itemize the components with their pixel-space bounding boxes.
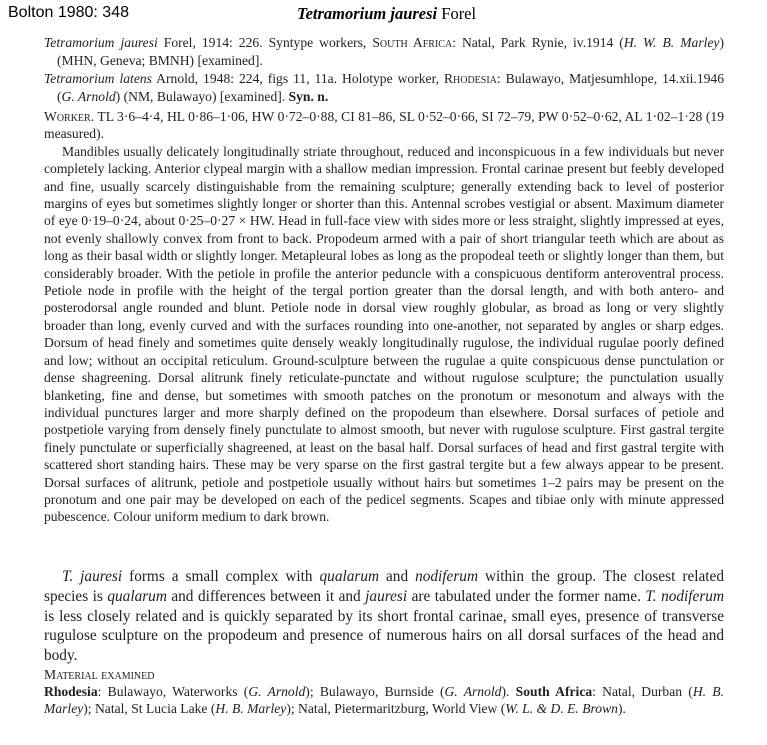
material-heading: Material examined [44, 667, 155, 682]
page-header [8, 4, 758, 26]
material-run: ). [501, 684, 516, 699]
taxon-name: T. jauresi [62, 568, 123, 585]
discussion-run: within the group. The closest related species is [44, 568, 724, 605]
synonymy-entry [44, 34, 724, 69]
worker-description [44, 108, 724, 526]
synonymy-text: ) (NM, Bulawayo) [examined]. [115, 88, 289, 104]
material-run: : Natal, Durban ( [592, 684, 693, 699]
country-name: Rhodesia [443, 71, 497, 86]
source-citation: Bolton 1980: 348 [8, 4, 129, 21]
collector-name: H. W. B. Marley [623, 35, 720, 50]
material-run: ); Bulawayo, Burnside ( [305, 684, 445, 699]
collector-name: G. Arnold [61, 88, 116, 104]
collector-name: H. B. Marley [215, 701, 287, 716]
species-title-author: Forel [441, 4, 477, 23]
discussion-run: and differences between it and [166, 587, 366, 605]
caste-label: Worker [44, 109, 91, 124]
country-name: South Africa [515, 684, 593, 699]
taxon-name: nodiferum [415, 568, 478, 585]
taxon-name: Tetramorium jauresi [44, 35, 158, 50]
measurements-text: . TL 3·6–4·4, HL 0·86–1·06, HW 0·72–0·88, CI 81–86, SL 0·52–0·66, SI 72–79, PW 0·52–0·62, AL 1·02–1·28 (19 measured). [44, 109, 724, 142]
material-run: ). [617, 701, 626, 716]
worker-description-text: Mandibles usually delicately longitudinally striate throughout, reduced and inconspicuous in a few individuals but never completely lacking. Anterior clypeal margin with a shallow median impression. Frontal carinae present but feebly developed and fine, usually scarcely distinguishable from the remaining sculpture; generally extending back to level of posterior margins of eyes but sometimes slightly longer or shorter than this. Antennal scrobes vestigial or absent. Maximum diameter of eye 0·19–0·24, about 0·25–0·27 × HW. Head in full-face view with sides more or less straight, slightly impressed at eyes, not evenly shallowly convex from front to back. Propodeum armed with a pair of short triangular teeth which are about as long as their basal width or slightly longer. Metapleural lobes as long as the propodeal teeth or slightly longer than them, but considerably broader. With the petiole in profile the anterior peduncle with a conspicuous dentiform anteroventral process. Petiole node in profile with the height of the tergal portion greater than the dorsal length, and with both antero- and posterodorsal angle rounded and blunt. Petiole node in dorsal view roughly globular, as broad as long or very slightly broader than long, evenly curved and with the surfaces rounding into one-another, not separated by angles or sharp edges. Dorsum of head finely and sometimes quite densely weakly longitudinally rugulose, the individual rugulae poorly defined and low; without an occipital reticulum. Ground-sculpture between the rugulae a quite conspicuous dense punctulation or dense shagreening. Dorsal alitrunk finely reticulate-punctate and without rugulose sculpture; the punctulation usually blanketing, fine and dense, but sometimes with smooth patches on the pronotum or mesonotum and always with the individual punctures larger and more sharply defined on the propodeum than elsewhere. Dorsal surfaces of petiole and postpetiole varying from densely finely punctulate to almost smooth, but never with rugulose sculpture. First gastral tergite finely punctulate or superficially shagreened, at least on the basal half. Dorsal surfaces of head and first gastral tergite with scattered short standing hairs. These may be very sparse on the first gastral tergite but a few always appear to be present. Dorsal surfaces of alitrunk, petiole and postpetiole usually without hairs but sometimes 1–2 pairs may be present on the pronotum and one pair may be developed on each of the pedicel segments. Scapes and tibiae only with minute appressed pubescence. Colour uniform medium to dark brown. [44, 143, 724, 525]
taxon-name: qualarum [107, 587, 167, 605]
collector-name: W. L. & D. E. Brown [505, 701, 618, 716]
discussion-run: are tabulated under the former name. [407, 587, 646, 605]
taxon-name: T. nodiferum [645, 587, 724, 605]
synonymy-text: Arnold, 1948: 224, figs 11, 11a. Holotype worker, [151, 71, 444, 86]
material-run: : Bulawayo, Waterworks ( [97, 684, 249, 699]
taxon-name: Tetramorium latens [44, 71, 152, 86]
taxon-name: qualarum [319, 568, 380, 585]
synonymy-entry [44, 70, 724, 105]
country-name: Rhodesia [44, 684, 98, 699]
discussion-run: and [379, 568, 416, 585]
collector-name: G. Arnold [444, 684, 502, 699]
synonym-note: Syn. n. [288, 88, 329, 104]
synonymy-block [44, 34, 724, 106]
material-list [44, 683, 724, 717]
material-examined [44, 666, 724, 717]
worker-measurements [44, 108, 724, 143]
species-title-name: Tetramorium jauresi [297, 4, 438, 23]
synonymy-text: : Natal, Park Rynie, iv.1914 ( [452, 35, 624, 50]
discussion-run: forms a small complex with [122, 568, 320, 585]
taxon-name: jauresi [365, 587, 408, 605]
material-run: ); Natal, St Lucia Lake ( [83, 701, 216, 716]
synonymy-text: ) (MHN, Geneva; BMNH) [examined]. [57, 35, 724, 68]
collector-name: G. Arnold [248, 684, 306, 699]
discussion-run: is less closely related and is quickly separated by its short frontal carinae, small eyes, presence of transverse rugulose sculpture on the propodeum and presence of numerous hairs on all dorsal surfaces of the head and body. [44, 607, 724, 665]
synonymy-text: : Bulawayo, Matjesumhlope, 14.xii.1946 ( [57, 71, 725, 104]
collector-name: H. B. Marley [44, 684, 724, 716]
species-title [297, 4, 476, 24]
discussion-paragraph [44, 567, 724, 666]
discussion-text [44, 567, 724, 666]
synonymy-text: Forel, 1914: 226. Syntype workers, [157, 35, 373, 50]
material-run: ); Natal, Pietermaritzburg, World View ( [286, 701, 506, 716]
country-name: South Africa [372, 35, 453, 50]
